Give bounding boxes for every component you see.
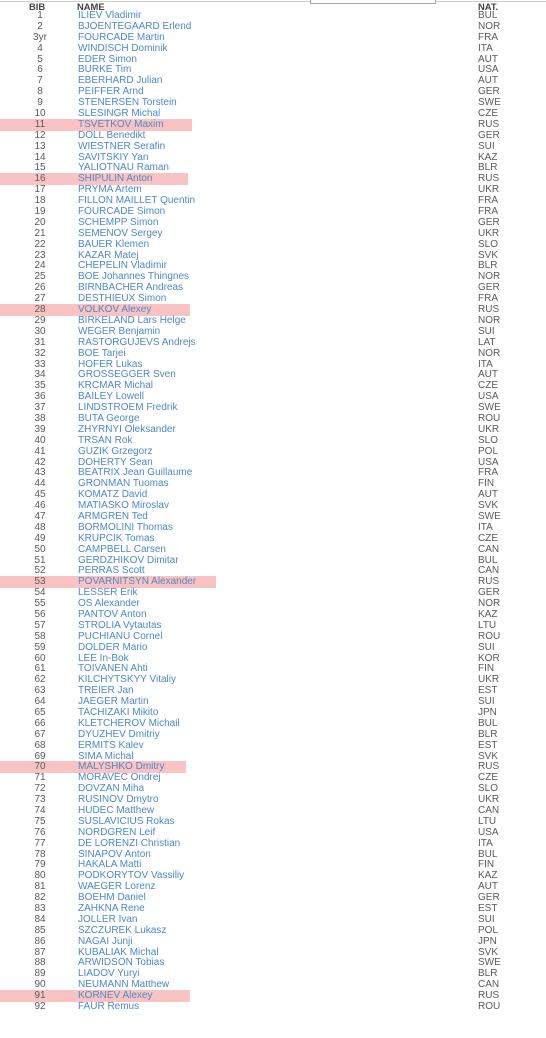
nation-cell: CZE — [478, 772, 498, 784]
nation-cell: ROU — [478, 412, 501, 424]
athlete-name-link[interactable]: DE LORENZI Christian — [78, 837, 181, 849]
bib-cell: 57 — [34, 619, 46, 631]
table-row — [0, 534, 546, 545]
bib-cell: 54 — [34, 587, 46, 599]
bib-cell: 50 — [34, 543, 46, 555]
nation-cell: SWE — [478, 402, 501, 414]
bib-cell: 10 — [34, 108, 46, 120]
athlete-name-link[interactable]: BEATRIX Jean Guillaume — [78, 467, 193, 479]
nation-cell: SWE — [478, 957, 501, 969]
table-row — [0, 240, 546, 251]
athlete-name-link[interactable]: TOIVANEN Ahti — [78, 663, 148, 675]
athlete-name-link[interactable]: SZCZUREK Lukasz — [78, 924, 167, 936]
athlete-name-link[interactable]: TRSAN Rok — [78, 434, 133, 446]
athlete-name-link[interactable]: WINDISCH Dominik — [78, 42, 168, 54]
nation-cell: CAN — [478, 543, 500, 555]
athlete-name-link[interactable]: PEIFFER Arnd — [78, 86, 144, 98]
nation-cell: AUT — [478, 53, 498, 65]
nation-cell: SUI — [478, 696, 495, 708]
nation-cell: JPN — [478, 935, 497, 947]
nation-cell: LTU — [478, 815, 497, 827]
athlete-name-link[interactable]: MORAVEC Ondrej — [78, 772, 161, 784]
athlete-name-link[interactable]: GERDZHIKOV Dimitar — [78, 554, 179, 566]
nation-cell: SLO — [478, 434, 499, 446]
nation-cell: FRA — [478, 206, 498, 218]
athlete-name-link[interactable]: DESTHIEUX Simon — [78, 293, 167, 305]
bib-cell: 70 — [34, 761, 46, 773]
nation-cell: RUS — [478, 761, 500, 773]
nation-cell: CZE — [478, 532, 498, 544]
nation-cell: USA — [478, 391, 499, 403]
athlete-name-link[interactable]: LINDSTROEM Fredrik — [78, 402, 178, 414]
bib-cell: 68 — [34, 739, 46, 751]
athlete-name-link[interactable]: JAEGER Martin — [78, 696, 149, 708]
nation-cell: KAZ — [478, 608, 498, 620]
bib-cell: 74 — [34, 805, 46, 817]
nation-cell: ROU — [478, 630, 501, 642]
athlete-name-link[interactable]: YALIOTNAU Raman — [78, 162, 169, 174]
table-row — [0, 338, 546, 349]
bib-cell: 78 — [34, 848, 46, 860]
nation-cell: BUL — [478, 717, 498, 729]
athlete-name-link[interactable]: ILIEV Vladimir — [78, 10, 142, 21]
bib-cell: 33 — [34, 358, 46, 370]
nation-cell: RUS — [478, 576, 500, 588]
athlete-name-link[interactable]: SAVITSKIY Yan — [78, 151, 149, 163]
bib-cell: 19 — [34, 206, 46, 218]
bib-cell: 66 — [34, 717, 46, 729]
nation-cell: EST — [478, 739, 498, 751]
nation-cell: AUT — [478, 369, 498, 381]
bib-cell: 35 — [34, 380, 46, 392]
bib-cell: 71 — [34, 772, 46, 784]
table-row — [0, 349, 546, 360]
athlete-name-link[interactable]: ZAHKNA Rene — [78, 903, 145, 915]
nation-cell: UKR — [478, 794, 500, 806]
nation-cell: SUI — [478, 325, 495, 337]
bib-cell: 16 — [34, 173, 46, 185]
athlete-name-link[interactable]: NEUMANN Matthew — [78, 979, 170, 991]
bib-cell: 85 — [34, 924, 46, 936]
athlete-name-link[interactable]: BUTA George — [78, 412, 140, 424]
bib-cell: 30 — [34, 325, 46, 337]
athlete-name-link[interactable]: KORNEV Alexey — [78, 990, 153, 1002]
bib-cell: 26 — [34, 282, 46, 294]
athlete-name-link[interactable]: HAKALA Matti — [78, 859, 142, 871]
bib-cell: 91 — [34, 990, 46, 1002]
bib-cell: 43 — [34, 467, 46, 479]
nation-cell: CAN — [478, 979, 500, 991]
nation-cell: SVK — [478, 249, 499, 261]
bib-cell: 84 — [34, 913, 46, 925]
bib-cell: 36 — [34, 391, 46, 403]
bib-cell: 4 — [37, 42, 43, 54]
bib-cell: 59 — [34, 641, 46, 653]
bib-cell: 23 — [34, 249, 46, 261]
nation-cell: RUS — [478, 118, 500, 130]
bib-cell: 1 — [37, 10, 43, 21]
athlete-name-link[interactable]: ARMGREN Ted — [78, 510, 148, 522]
table-row — [0, 741, 546, 752]
bib-cell: 20 — [34, 216, 46, 228]
athlete-name-link[interactable]: RASTORGUJEVS Andrejs — [78, 336, 196, 348]
nation-cell: BUL — [478, 848, 498, 860]
bib-cell: 6 — [37, 64, 43, 76]
bib-cell: 83 — [34, 903, 46, 915]
athlete-name-link[interactable]: BJOENTEGAARD Erlend — [78, 20, 192, 32]
nation-cell: SVK — [478, 500, 499, 512]
bib-cell: 5 — [37, 53, 43, 65]
bib-cell: 38 — [34, 412, 46, 424]
nation-cell: POL — [478, 924, 499, 936]
nation-cell: CZE — [478, 108, 498, 120]
header-name: NAME — [77, 1, 105, 12]
bib-cell: 52 — [34, 565, 46, 577]
nation-cell: BUL — [478, 10, 498, 21]
nation-cell: LTU — [478, 619, 497, 631]
nation-cell: GER — [478, 129, 500, 141]
bib-cell: 62 — [34, 674, 46, 686]
nation-cell: CAN — [478, 805, 500, 817]
nation-cell: EST — [478, 685, 498, 697]
athlete-name-link[interactable]: PRYMA Artem — [78, 184, 142, 196]
bib-cell: 67 — [34, 728, 46, 740]
table-row — [0, 937, 546, 948]
nation-cell: NOR — [478, 314, 501, 326]
athlete-name-link[interactable]: EDER Simon — [78, 53, 137, 65]
bib-cell: 64 — [34, 696, 46, 708]
athlete-name-link[interactable]: MALYSHKO Dmitry — [78, 761, 165, 773]
bib-cell: 63 — [34, 685, 46, 697]
table-row — [0, 1002, 546, 1013]
athlete-name-link[interactable]: HOFER Lukas — [78, 358, 143, 370]
athlete-name-link[interactable]: SLESINGR Michal — [78, 108, 161, 120]
athlete-name-link[interactable]: FOURCADE Simon — [78, 206, 166, 218]
bib-cell: 79 — [34, 859, 46, 871]
athlete-name-link[interactable]: EBERHARD Julian — [78, 75, 163, 87]
table-row — [0, 643, 546, 654]
nation-cell: JPN — [478, 707, 497, 718]
bib-cell: 73 — [34, 794, 46, 806]
header-nat: NAT. — [478, 1, 499, 12]
athlete-name-link[interactable]: SIMA Michal — [78, 750, 134, 762]
nation-cell: SWE — [478, 97, 501, 109]
athlete-name-link[interactable]: PODKORYTOV Vassiliy — [78, 870, 185, 882]
nation-cell: USA — [478, 826, 499, 838]
athlete-name-link[interactable]: OS Alexander — [78, 598, 140, 610]
bib-cell: 29 — [34, 314, 46, 326]
nation-cell: SLO — [478, 783, 499, 795]
bib-cell: 21 — [34, 227, 46, 239]
nation-cell: NOR — [478, 20, 501, 32]
athlete-name-link[interactable]: TREIER Jan — [78, 685, 134, 697]
nation-cell: SVK — [478, 946, 499, 958]
bib-cell: 41 — [34, 445, 46, 457]
athlete-name-link[interactable]: CAMPBELL Carsen — [78, 543, 166, 555]
nation-cell: ITA — [478, 42, 493, 54]
athlete-name-link[interactable]: BORMOLINI Thomas — [78, 521, 173, 533]
nation-cell: BLR — [478, 162, 498, 174]
athlete-name-link[interactable]: SHIPULIN Anton — [78, 173, 153, 185]
nation-cell: KAZ — [478, 151, 498, 163]
nation-cell: CAN — [478, 565, 500, 577]
athlete-name-link[interactable]: KRUPCIK Tomas — [78, 532, 155, 544]
nation-cell: AUT — [478, 75, 498, 87]
bib-cell: 58 — [34, 630, 46, 642]
bib-cell: 86 — [34, 935, 46, 947]
bib-cell: 27 — [34, 293, 46, 305]
bib-cell: 42 — [34, 456, 46, 468]
athlete-name-link[interactable]: DOHERTY Sean — [78, 456, 153, 468]
athlete-name-link[interactable]: WEGER Benjamin — [78, 325, 161, 337]
athlete-name-link[interactable]: TSVETKOV Maxim — [78, 118, 164, 130]
table-row — [0, 44, 546, 55]
bib-cell: 80 — [34, 870, 46, 882]
athlete-name-link[interactable]: ZHYRNYI Oleksander — [78, 423, 176, 435]
athlete-name-link[interactable]: WAEGER Lorenz — [78, 881, 156, 893]
nation-cell: UKR — [478, 423, 500, 435]
athlete-name-link[interactable]: ERMITS Kalev — [78, 739, 144, 751]
nation-cell: EST — [478, 903, 498, 915]
bib-cell: 2 — [37, 20, 43, 32]
nation-cell: GER — [478, 587, 500, 599]
bib-cell: 46 — [34, 500, 46, 512]
nation-cell: USA — [478, 456, 499, 468]
bib-cell: 12 — [34, 129, 46, 141]
athlete-name-link[interactable]: BAILEY Lowell — [78, 391, 144, 403]
bib-cell: 65 — [34, 707, 46, 718]
bib-cell: 45 — [34, 489, 46, 501]
athlete-name-link[interactable]: BOEHM Daniel — [78, 892, 146, 904]
athlete-name-link[interactable]: FOURCADE Martin — [78, 31, 165, 43]
nation-cell: BLR — [478, 968, 498, 980]
nation-cell: SVK — [478, 750, 499, 762]
nation-cell: NOR — [478, 598, 501, 610]
nation-cell: FIN — [478, 859, 495, 871]
bib-cell: 81 — [34, 881, 46, 893]
bib-cell: 51 — [34, 554, 46, 566]
nation-cell: AUT — [478, 489, 498, 501]
bib-cell: 34 — [34, 369, 46, 381]
bib-cell: 49 — [34, 532, 46, 544]
athlete-name-link[interactable]: GRONMAN Tuomas — [78, 478, 169, 490]
bib-cell: 60 — [34, 652, 46, 664]
athlete-name-link[interactable]: KUBALIAK Michal — [78, 946, 159, 958]
athlete-name-link[interactable]: DOVZAN Miha — [78, 783, 145, 795]
nation-cell: SLO — [478, 238, 499, 250]
table-row — [0, 436, 546, 447]
athlete-name-link[interactable]: SCHEMPP Simon — [78, 216, 159, 228]
athlete-name-link[interactable]: JOLLER Ivan — [78, 913, 138, 925]
bib-cell: 69 — [34, 750, 46, 762]
nation-cell: NOR — [478, 347, 501, 359]
nation-cell: UKR — [478, 227, 500, 239]
bib-cell: 14 — [34, 151, 46, 163]
athlete-name-link[interactable]: TACHIZAKI Mikito — [78, 707, 159, 718]
table-row — [0, 447, 546, 458]
athlete-name-link[interactable]: MATIASKO Miroslav — [78, 500, 169, 512]
nation-cell: ITA — [478, 521, 493, 533]
nation-cell: SWE — [478, 510, 501, 522]
nation-cell: FRA — [478, 31, 498, 43]
header-bib: BIB — [29, 1, 46, 12]
nation-cell: RUS — [478, 173, 500, 185]
athlete-name-link[interactable]: PANTOV Anton — [78, 608, 147, 620]
athlete-name-link[interactable]: BIRKELAND Lars Helge — [78, 314, 186, 326]
athlete-name-link[interactable]: SEMENOV Sergey — [78, 227, 163, 239]
athlete-name-link[interactable]: CHEPELIN Vladimir — [78, 260, 167, 272]
nation-cell: ITA — [478, 358, 493, 370]
nation-cell: NOR — [478, 271, 501, 283]
bib-cell: 31 — [34, 336, 46, 348]
athlete-name-link[interactable]: STENERSEN Torstein — [78, 97, 177, 109]
nation-cell: POL — [478, 445, 499, 457]
bib-cell: 53 — [34, 576, 46, 588]
athlete-name-link[interactable]: FAUR Remus — [78, 1001, 140, 1013]
athlete-name-link[interactable]: KILCHYTSKYY Vitaliy — [78, 674, 177, 686]
bib-cell: 39 — [34, 423, 46, 435]
bib-cell: 90 — [34, 979, 46, 991]
nation-cell: FIN — [478, 478, 495, 490]
athlete-name-link[interactable]: PUCHIANU Cornel — [78, 630, 163, 642]
athlete-name-link[interactable]: BAUER Klemen — [78, 238, 150, 250]
athlete-name-link[interactable]: BOE Tarjei — [78, 347, 126, 359]
athlete-name-link[interactable]: BIRNBACHER Andreas — [78, 282, 184, 294]
bib-cell: 56 — [34, 608, 46, 620]
bib-cell: 9 — [37, 97, 43, 109]
athlete-name-link[interactable]: KRCMAR Michal — [78, 380, 154, 392]
athlete-name-link[interactable]: SUSLAVICIUS Rokas — [78, 815, 175, 827]
nation-cell: FRA — [478, 293, 498, 305]
bib-cell: 61 — [34, 663, 46, 675]
bib-cell: 72 — [34, 783, 46, 795]
athlete-name-link[interactable]: FILLON MAILLET Quentin — [78, 195, 196, 207]
bib-cell: 25 — [34, 271, 46, 283]
table-row — [0, 545, 546, 556]
bib-cell: 48 — [34, 521, 46, 533]
athlete-name-link[interactable]: GUZIK Grzegorz — [78, 445, 153, 457]
athlete-name-link[interactable]: LIADOV Yuryi — [78, 968, 140, 980]
athlete-name-link[interactable]: DOLDER Mario — [78, 641, 148, 653]
bib-cell: 44 — [34, 478, 46, 490]
nation-cell: GER — [478, 216, 500, 228]
athlete-name-link[interactable]: ARWIDSON Tobias — [78, 957, 165, 969]
bib-cell: 55 — [34, 598, 46, 610]
nation-cell: FIN — [478, 663, 495, 675]
nation-cell: LAT — [478, 336, 496, 348]
bib-cell: 82 — [34, 892, 46, 904]
nation-cell: GER — [478, 282, 500, 294]
athlete-name-link[interactable]: SINAPOV Anton — [78, 848, 151, 860]
nation-cell: SUI — [478, 641, 495, 653]
athlete-name-link[interactable]: RUSINOV Dmytro — [78, 794, 159, 806]
athlete-name-link[interactable]: VOLKOV Alexey — [78, 304, 152, 316]
athlete-name-link[interactable]: GROSSEGGER Sven — [78, 369, 176, 381]
athlete-name-link[interactable]: NORDGREN Leif — [78, 826, 156, 838]
nation-cell: GER — [478, 86, 500, 98]
bib-cell: 37 — [34, 402, 46, 414]
athlete-name-link[interactable]: PERRAS Scott — [78, 565, 145, 577]
bib-cell: 8 — [37, 86, 43, 98]
nation-cell: FRA — [478, 195, 498, 207]
nation-cell: KOR — [478, 652, 500, 664]
bib-cell: 77 — [34, 837, 46, 849]
bib-cell: 76 — [34, 826, 46, 838]
athlete-name-link[interactable]: HUDEC Matthew — [78, 805, 155, 817]
nation-cell: AUT — [478, 881, 498, 893]
bib-cell: 88 — [34, 957, 46, 969]
bib-cell: 15 — [34, 162, 46, 174]
nation-cell: BLR — [478, 260, 498, 272]
athlete-name-link[interactable]: KOMATZ David — [78, 489, 148, 501]
bib-cell: 87 — [34, 946, 46, 958]
athlete-name-link[interactable]: KLETCHEROV Michail — [78, 717, 180, 729]
nation-cell: FRA — [478, 467, 498, 479]
athlete-name-link[interactable]: POVARNITSYN Alexander — [78, 576, 197, 588]
bib-cell: 11 — [34, 118, 46, 130]
athlete-name-link[interactable]: WIESTNER Serafin — [78, 140, 166, 152]
nation-cell: KAZ — [478, 870, 498, 882]
athlete-name-link[interactable]: STROLIA Vytautas — [78, 619, 162, 631]
nation-cell: GER — [478, 892, 500, 904]
nation-cell: BUL — [478, 554, 498, 566]
nation-cell: SUI — [478, 913, 495, 925]
bib-cell: 89 — [34, 968, 46, 980]
athlete-name-link[interactable]: LESSER Erik — [78, 587, 138, 599]
bib-cell: 22 — [34, 238, 46, 250]
nation-cell: SUI — [478, 140, 495, 152]
athlete-name-link[interactable]: BURKE Tim — [78, 64, 132, 76]
bib-cell: 17 — [34, 184, 46, 196]
bib-cell: 28 — [34, 304, 46, 316]
bib-cell: 13 — [34, 140, 46, 152]
nation-cell: BLR — [478, 728, 498, 740]
table-row — [0, 839, 546, 850]
bib-cell: 18 — [34, 195, 46, 207]
start-list — [0, 11, 546, 1013]
bib-cell: 32 — [34, 347, 46, 359]
bib-cell: 24 — [34, 260, 46, 272]
nation-cell: UKR — [478, 674, 500, 686]
athlete-name-link[interactable]: BOE Johannes Thingnes — [78, 271, 190, 283]
athlete-name-link[interactable]: DOLL Benedikt — [78, 129, 146, 141]
athlete-name-link[interactable]: DYUZHEV Dmitriy — [78, 728, 160, 740]
table-row — [0, 142, 546, 153]
nation-cell: ITA — [478, 837, 493, 849]
athlete-name-link[interactable]: LEE In-Bok — [78, 652, 129, 664]
bib-cell: 7 — [37, 75, 43, 87]
bib-cell: 47 — [34, 510, 46, 522]
nation-cell: ROU — [478, 1001, 501, 1013]
nation-cell: RUS — [478, 304, 500, 316]
bib-cell: 75 — [34, 815, 46, 827]
bib-cell: 92 — [34, 1001, 46, 1013]
bib-cell: 3yr — [33, 31, 47, 43]
nation-cell: UKR — [478, 184, 500, 196]
nation-cell: RUS — [478, 990, 500, 1002]
nation-cell: CZE — [478, 380, 498, 392]
bib-cell: 40 — [34, 434, 46, 446]
nation-cell: USA — [478, 64, 499, 76]
athlete-name-link[interactable]: NAGAI Junji — [78, 935, 133, 947]
athlete-name-link[interactable]: KAZAR Matej — [78, 249, 139, 261]
